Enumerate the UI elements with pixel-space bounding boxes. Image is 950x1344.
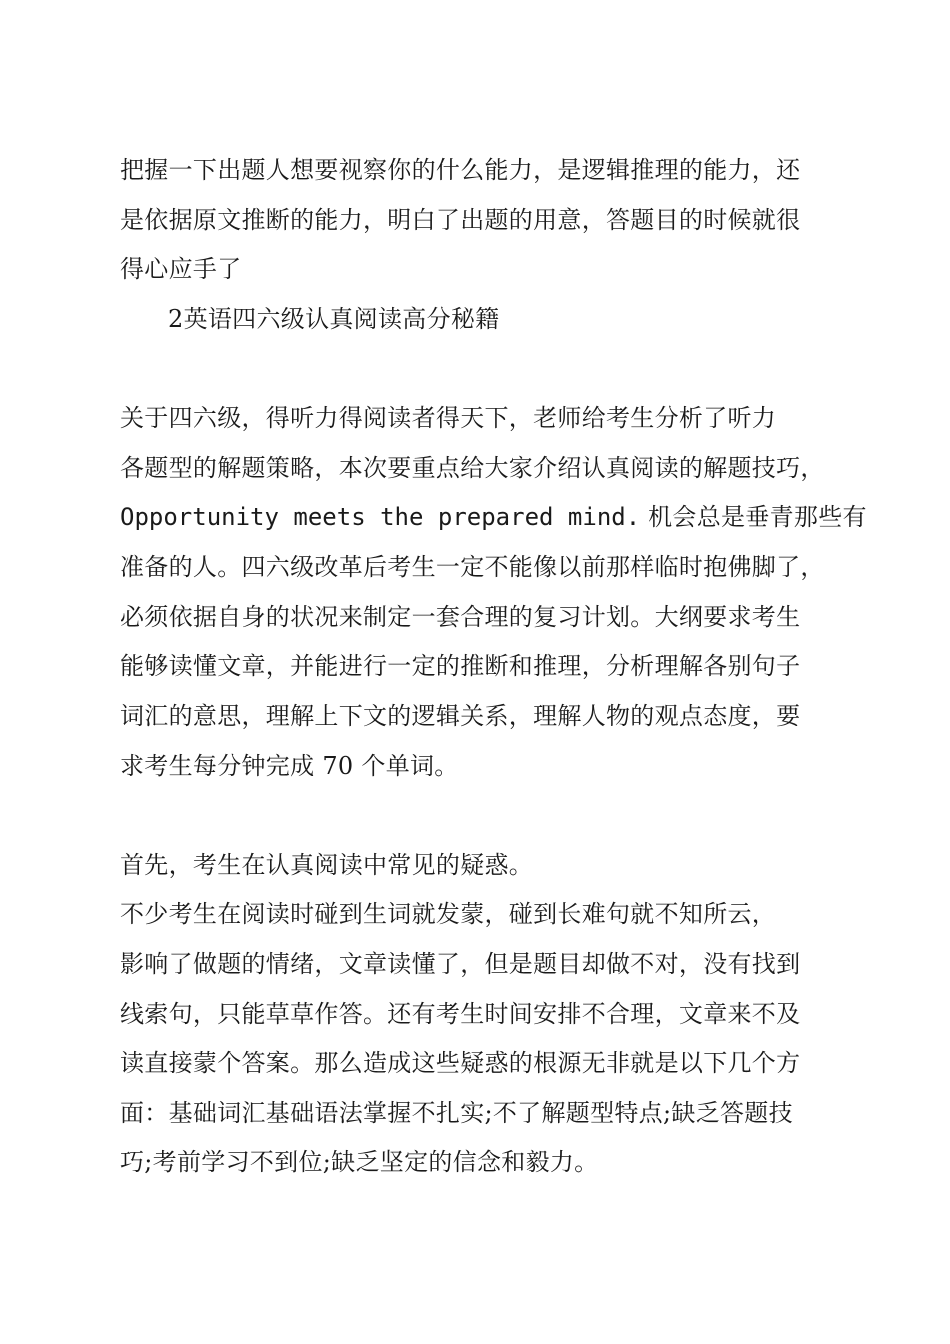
paragraph-2-line-2: 影响了做题的情绪，文章读懂了，但是题目却做不对，没有找到 (120, 950, 801, 978)
paragraph-2-line-4: 读直接蒙个答案。那么造成这些疑惑的根源无非就是以下几个方 (120, 1049, 801, 1077)
intro-line-2: 是依据原文推断的能力，明白了出题的用意，答题目的时候就很 (120, 206, 801, 234)
paragraph-1-line-7: 词汇的意思，理解上下文的逻辑关系，理解人物的观点态度，要 (120, 702, 801, 730)
paragraph-2-line-6: 巧;考前学习不到位;缺乏坚定的信念和毅力。 (120, 1148, 599, 1176)
chinese-phrase: 机会总是垂青那些有 (640, 503, 867, 531)
english-phrase: Opportunity meets the prepared mind. (120, 503, 641, 531)
intro-line-1: 把握一下出题人想要视察你的什么能力，是逻辑推理的能力，还 (120, 156, 801, 184)
paragraph-2-line-3: 线索句，只能草草作答。还有考生时间安排不合理，文章来不及 (120, 1000, 801, 1028)
paragraph-2-line-1: 不少考生在阅读时碰到生词就发蒙，碰到长难句就不知所云， (120, 900, 777, 928)
paragraph-2-heading: 首先，考生在认真阅读中常见的疑惑。 (120, 851, 534, 879)
paragraph-2-line-5: 面：基础词汇基础语法掌握不扎实;不了解题型特点;缺乏答题技 (120, 1099, 793, 1127)
paragraph-1-line-6: 能够读懂文章，并能进行一定的推断和推理，分析理解各别句子 (120, 652, 801, 680)
paragraph-1-line-3 (120, 501, 867, 533)
intro-line-3: 得心应手了 (120, 255, 242, 283)
paragraph-1-line-8: 求考生每分钟完成 70 个单词。 (120, 752, 459, 780)
section-heading: 2英语四六级认真阅读高分秘籍 (168, 305, 500, 333)
paragraph-1-line-5: 必须依据自身的状况来制定一套合理的复习计划。大纲要求考生 (120, 603, 801, 631)
paragraph-1-line-2: 各题型的解题策略，本次要重点给大家介绍认真阅读的解题技巧， (120, 454, 825, 482)
paragraph-1-line-1: 关于四六级，得听力得阅读者得天下，老师给考生分析了听力 (120, 404, 777, 432)
paragraph-1-line-4: 准备的人。四六级改革后考生一定不能像以前那样临时抱佛脚了， (120, 553, 825, 581)
